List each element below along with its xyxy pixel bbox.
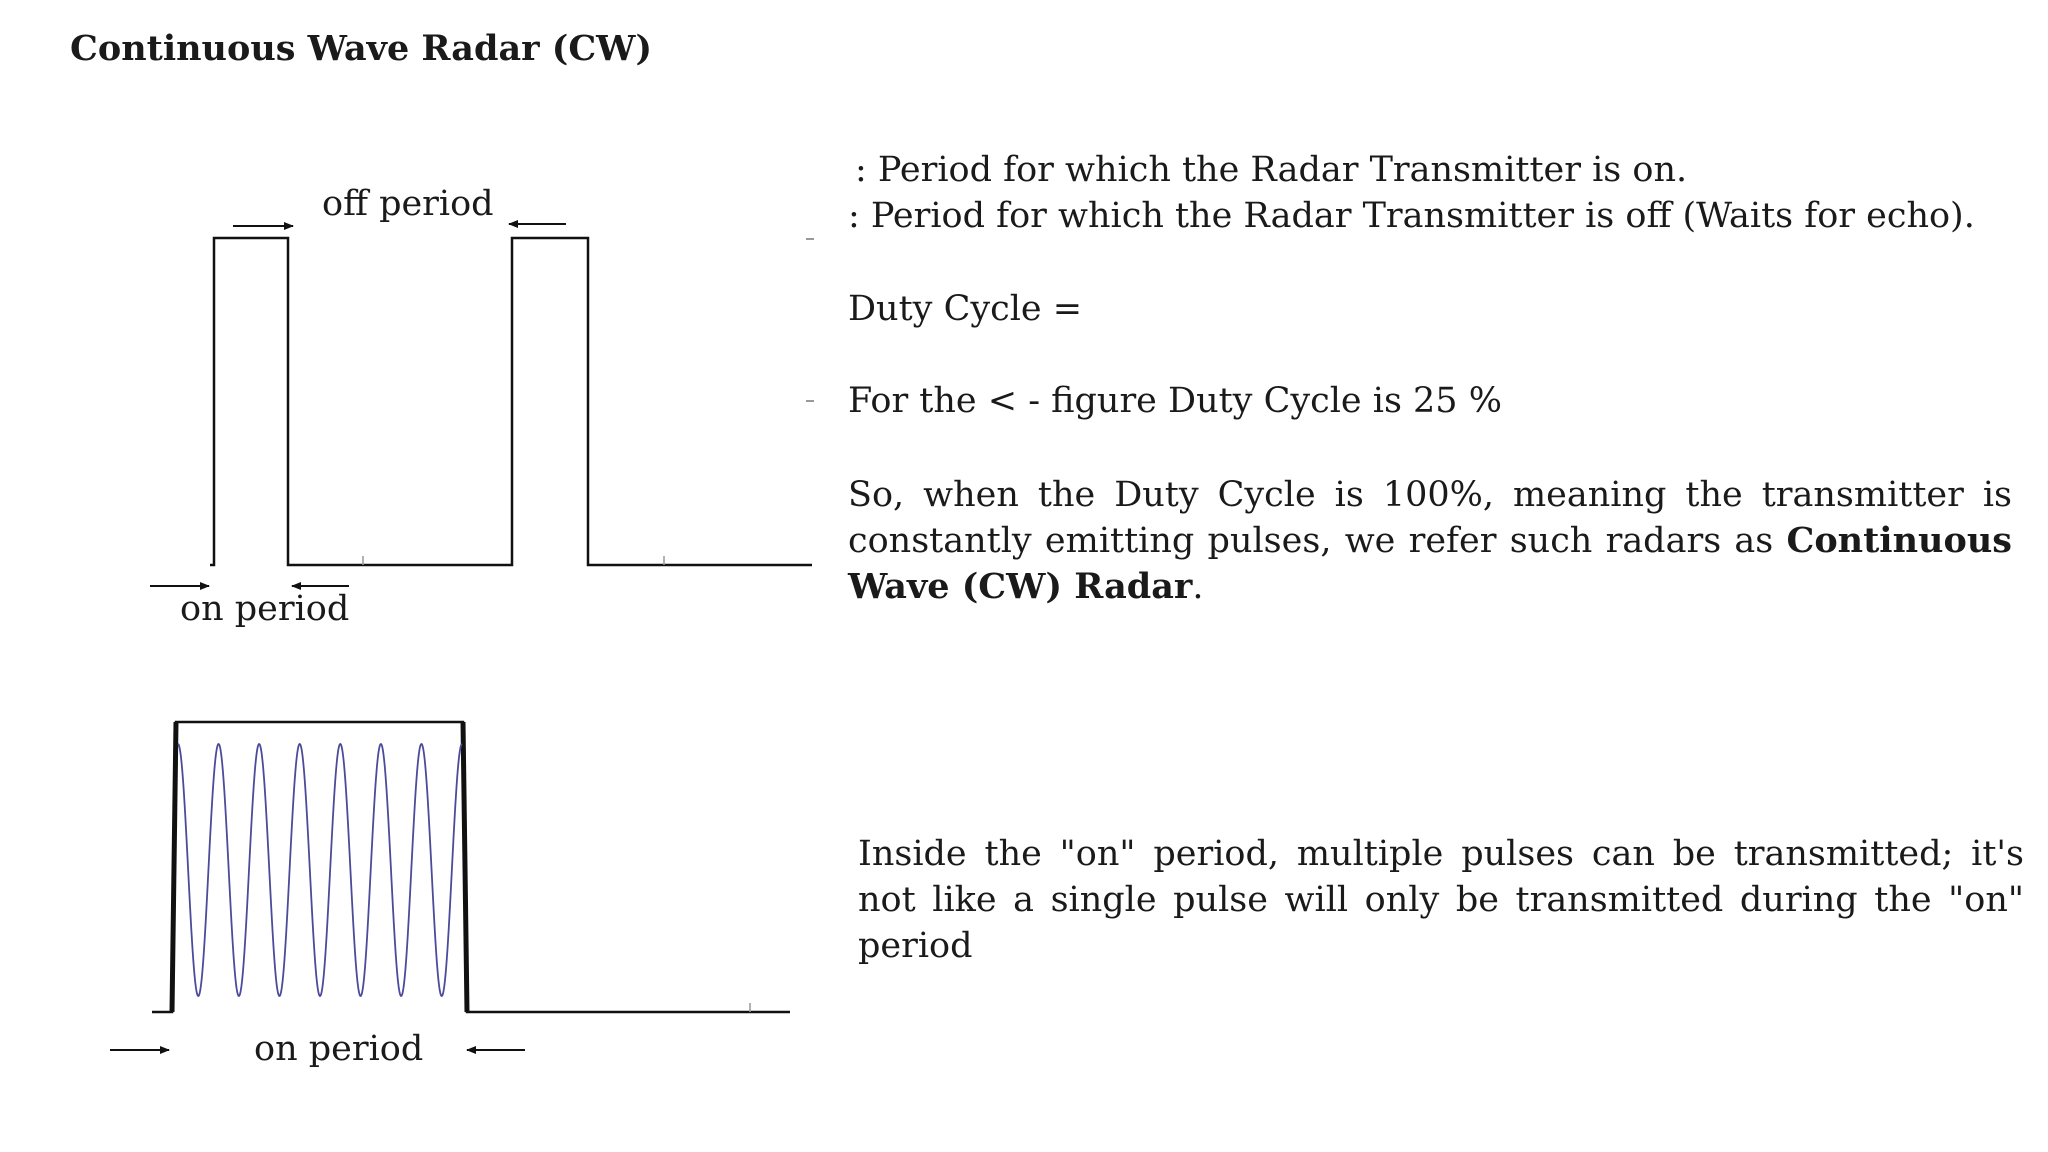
off-period-definition: : Period for which the Radar Transmitter is off (Waits for echo). [848, 196, 1975, 236]
on-period-label: on period [180, 589, 350, 629]
bottom-envelope-left-edge [172, 722, 176, 1012]
slide-title: Continuous Wave Radar (CW) [70, 28, 653, 69]
sine-wave [178, 744, 462, 996]
faint-dash-mark [806, 238, 814, 240]
figure-duty-cycle-note: For the < - figure Duty Cycle is 25 % [848, 381, 1502, 421]
bottom-envelope [152, 722, 790, 1012]
duty-cycle-formula: Duty Cycle = [848, 289, 1083, 329]
top-pulse-waveform [210, 238, 812, 565]
faint-dash-mark [806, 400, 814, 402]
cw-radar-term: Continuous Wave (CW) Radar [848, 520, 2012, 607]
cw-paragraph-end: . [1192, 567, 1204, 607]
bottom-pulse-diagram [110, 722, 790, 1069]
bottom-envelope-right-edge [463, 722, 467, 1012]
off-period-label: off period [322, 184, 494, 224]
multiple-pulses-note: Inside the "on" period, multiple pulses can be transmitted; it's not like a single pulse will only be transmitted during the "on" period [858, 834, 2024, 966]
cw-radar-paragraph [848, 472, 2012, 610]
bottom-on-period-label: on period [254, 1029, 424, 1069]
cw-paragraph-text: So, when the Duty Cycle is 100%, meaning the transmitter is constantly emitting pulses, we refer such radars as [848, 475, 2012, 561]
top-pulse-diagram [150, 184, 812, 629]
on-period-definition: : Period for which the Radar Transmitter is on. [855, 150, 1688, 190]
